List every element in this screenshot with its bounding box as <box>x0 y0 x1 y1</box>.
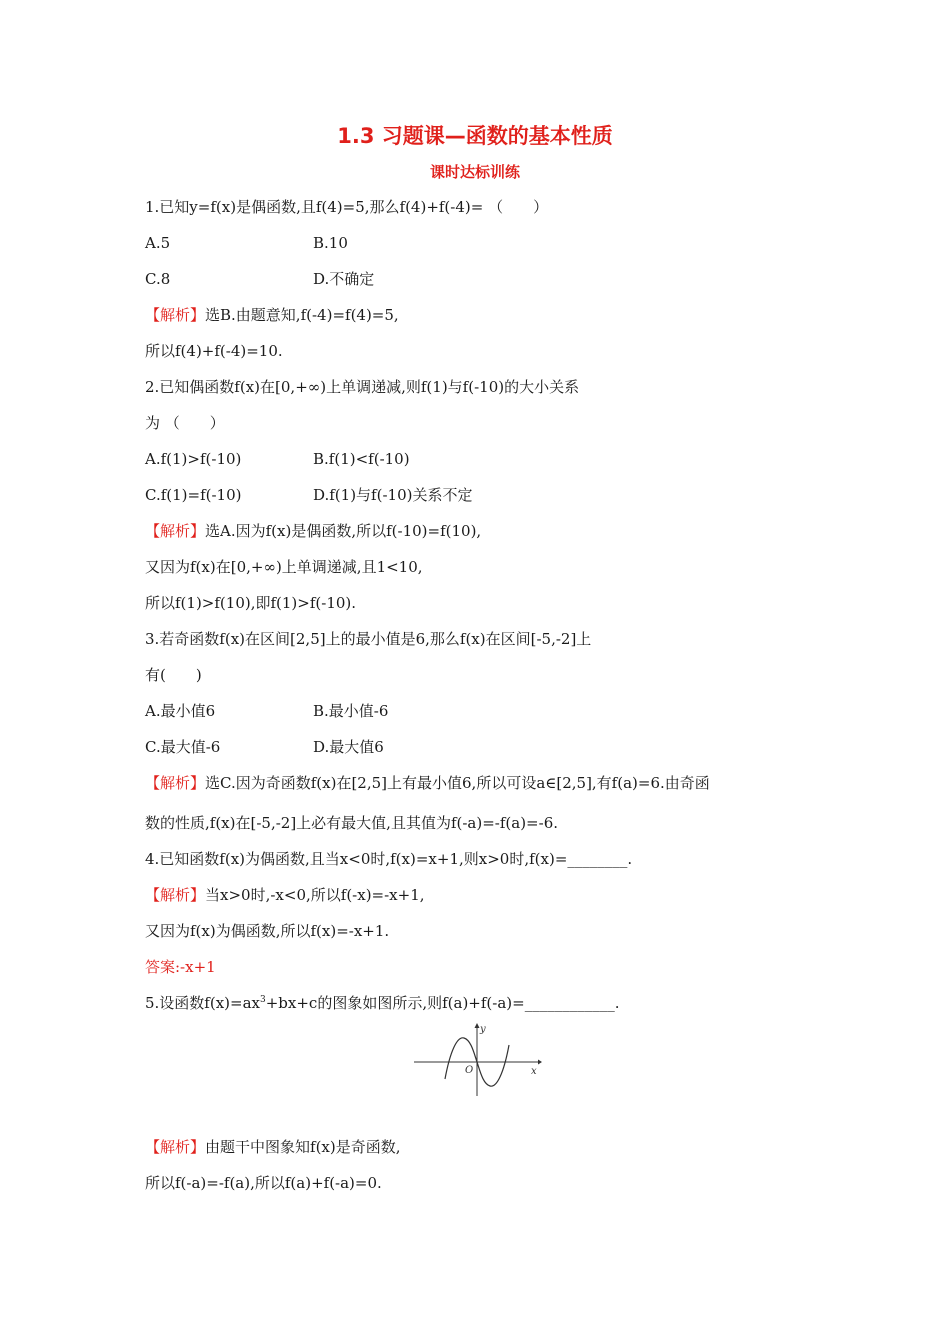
q1-option-a: A.5 <box>145 234 171 252</box>
analysis-tag: 【解析】 <box>145 522 206 540</box>
q3-analysis-line-1 <box>145 772 710 794</box>
q4-answer: 答案:-x+1 <box>145 958 216 976</box>
q2-analysis-text: 选A.因为f(x)是偶函数,所以f(-10)=f(10), <box>205 522 482 540</box>
q1-analysis-line-2: 所以f(4)+f(-4)=10. <box>145 342 283 360</box>
q1-analysis-text: 选B.由题意知,f(-4)=f(4)=5, <box>205 306 399 324</box>
q2-analysis-line-1 <box>145 520 481 542</box>
q4-analysis-line-2: 又因为f(x)为偶函数,所以f(x)=-x+1. <box>145 922 390 940</box>
q3-stem-line-2: 有( ) <box>145 666 202 684</box>
q1-option-d: D.不确定 <box>313 270 375 288</box>
q3-stem-line-1: 3.若奇函数f(x)在区间[2,5]上的最小值是6,那么f(x)在区间[-5,-2]上 <box>145 630 592 648</box>
graph-y-label: y <box>480 1024 486 1035</box>
q3-analysis-line-2: 数的性质,f(x)在[-5,-2]上必有最大值,且其值为f(-a)=-f(a)=-6. <box>145 814 558 832</box>
x-axis-arrow <box>538 1060 542 1065</box>
q1-option-b: B.10 <box>313 234 348 252</box>
q5-stem <box>145 992 619 1014</box>
q2-analysis-line-3: 所以f(1)>f(10),即f(1)>f(-10). <box>145 594 357 612</box>
q4-analysis-line-1 <box>145 884 425 906</box>
q1-stem: 1.已知y=f(x)是偶函数,且f(4)=5,那么f(4)+f(-4)= （ ） <box>145 198 549 216</box>
q3-option-c: C.最大值-6 <box>145 738 221 756</box>
q3-option-d: D.最大值6 <box>313 738 384 756</box>
q3-option-a: A.最小值6 <box>145 702 216 720</box>
q2-option-a: A.f(1)>f(-10) <box>145 450 242 468</box>
q3-analysis-text: 选C.因为奇函数f(x)在[2,5]上有最小值6,所以可设a∈[2,5],有f(a)=6.由奇函 <box>205 774 710 792</box>
q4-analysis-text: 当x>0时,-x<0,所以f(-x)=-x+1, <box>205 886 425 904</box>
q2-stem-line-2: 为 （ ） <box>145 414 225 432</box>
q2-option-d: D.f(1)与f(-10)关系不定 <box>313 486 473 504</box>
q5-analysis-text: 由题干中图象知f(x)是奇函数, <box>205 1138 401 1156</box>
analysis-tag: 【解析】 <box>145 1138 206 1156</box>
analysis-tag: 【解析】 <box>145 306 206 324</box>
cubic-function-graph <box>412 1022 542 1100</box>
page-subtitle: 课时达标训练 <box>429 163 520 181</box>
q1-option-c: C.8 <box>145 270 171 288</box>
graph-origin-label: O <box>465 1065 474 1076</box>
analysis-tag: 【解析】 <box>145 886 206 904</box>
q5-stem-exponent: 3 <box>260 995 266 1005</box>
q2-option-c: C.f(1)=f(-10) <box>145 486 242 504</box>
q2-option-b: B.f(1)<f(-10) <box>313 450 410 468</box>
q4-stem: 4.已知函数f(x)为偶函数,且当x<0时,f(x)=x+1,则x>0时,f(x)=________. <box>145 850 633 868</box>
q5-stem-pre: 5.设函数f(x)=ax <box>145 994 260 1012</box>
q5-analysis-line-1 <box>145 1136 401 1158</box>
q2-analysis-line-2: 又因为f(x)在[0,+∞)上单调递减,且1<10, <box>145 558 423 576</box>
q3-option-b: B.最小值-6 <box>313 702 389 720</box>
q5-stem-post: +bx+c的图象如图所示,则f(a)+f(-a)=____________. <box>265 994 620 1012</box>
q1-analysis-line-1 <box>145 304 399 326</box>
y-axis-arrow <box>475 1023 480 1028</box>
q2-stem-line-1: 2.已知偶函数f(x)在[0,+∞)上单调递减,则f(1)与f(-10)的大小关系 <box>145 378 580 396</box>
analysis-tag: 【解析】 <box>145 774 206 792</box>
q5-analysis-line-2: 所以f(-a)=-f(a),所以f(a)+f(-a)=0. <box>145 1174 382 1192</box>
page-title: 1.3 习题课—函数的基本性质 <box>337 124 613 148</box>
graph-x-label: x <box>531 1066 537 1077</box>
